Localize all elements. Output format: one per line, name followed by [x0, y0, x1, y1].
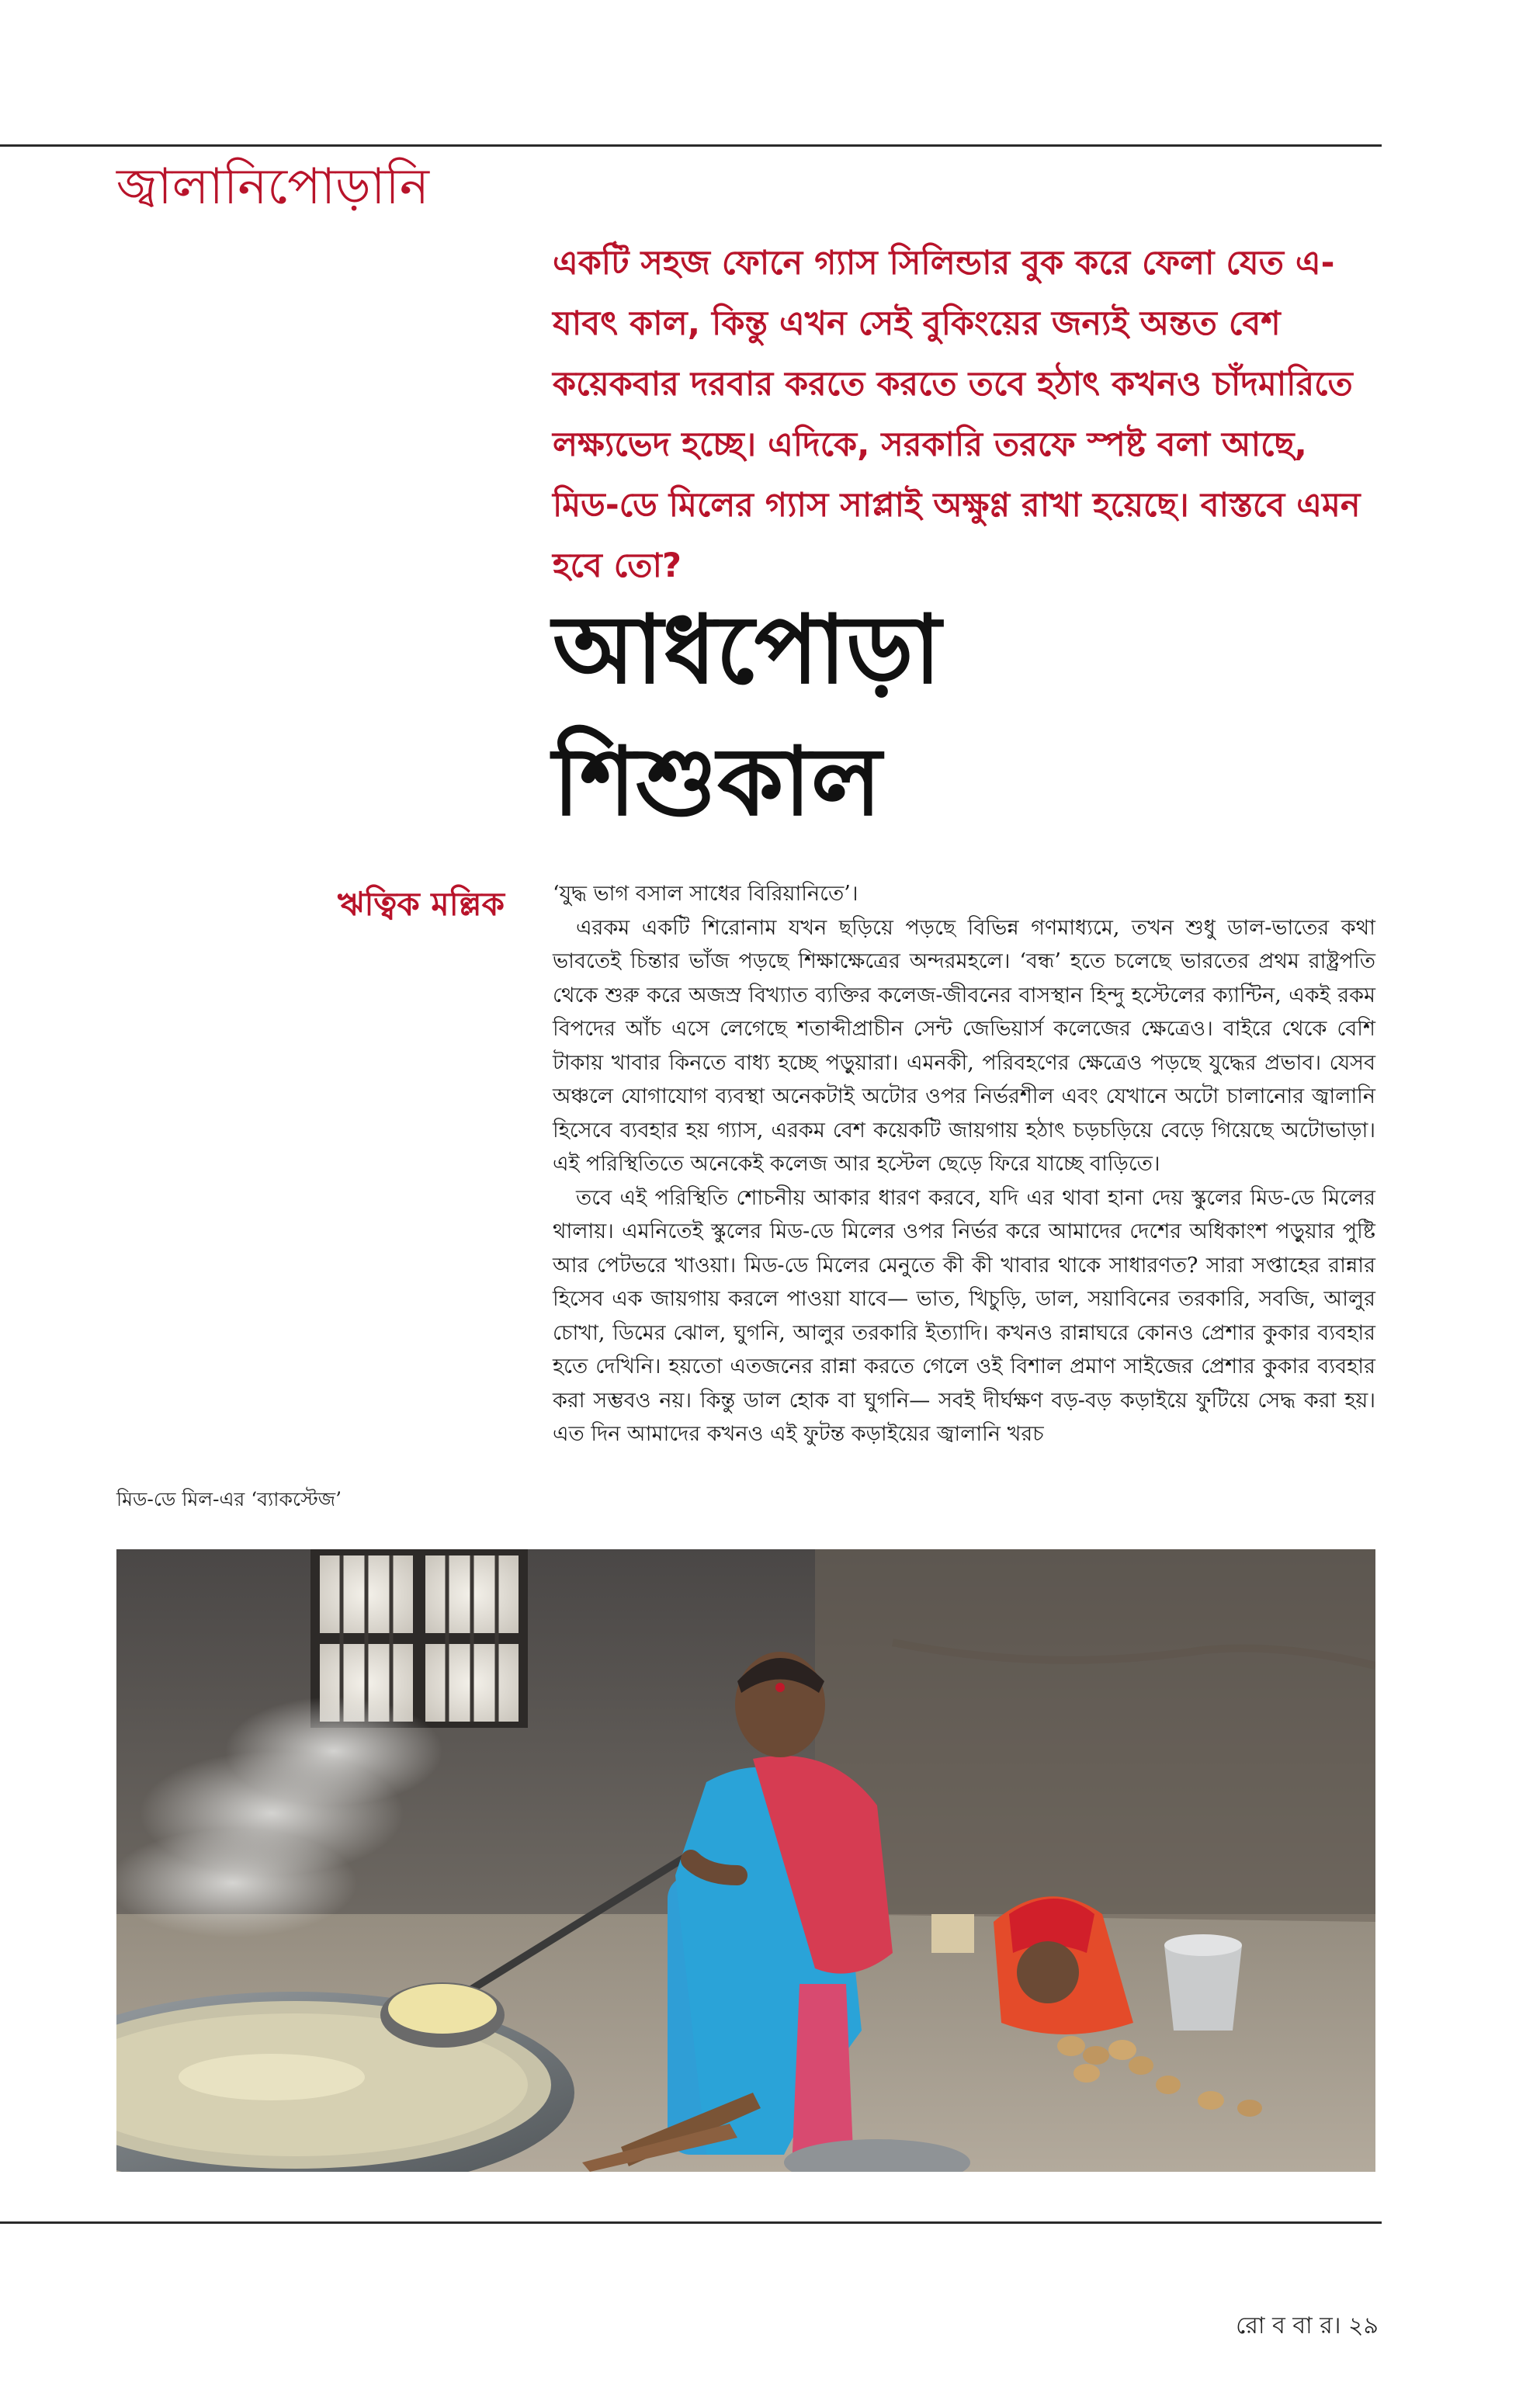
- page-footer: রো ব বা র। ২৯: [1236, 2312, 1379, 2339]
- headline-line-2: শিশুকাল: [553, 727, 882, 837]
- box: [931, 1914, 974, 1953]
- kitchen-photo-illustration: [116, 1549, 1375, 2172]
- section-label: জ্বালানিপোড়ানি: [116, 158, 429, 216]
- article-body: [553, 877, 1375, 1451]
- headline: [553, 584, 1375, 848]
- photo-caption: মিড-ডে মিল-এর ‘ব্যাকস্টেজ’: [116, 1488, 342, 1510]
- body-paragraph-2: এরকম একটি শিরোনাম যখন ছড়িয়ে পড়ছে বিভিন্ন গণমাধ্যমে, তখন শুধু ডাল-ভাতের কথা ভাবতেই চিন্তার ভাঁজ পড়ছে শিক্ষাক্ষেত্রের অন্দরমহলে। ‘বন্ধ’ হতে চলেছে ভারতের প্রথম রাষ্ট্রপতি থেকে শুরু করে অজস্র বিখ্যাত ব্যক্তির কলেজ-জীবনের বাসস্থান হিন্দু হস্টেলের ক্যান্টিন, একই রকম বিপদের আঁচ এসে লেগেছে শতাব্দীপ্রাচীন সেন্ট জেভিয়ার্স কলেজের ক্ষেত্রেও। বাইরে থেকে বেশি টাকায় খাবার কিনতে বাধ্য হচ্ছে পড়ুয়ারা। এমনকী, পরিবহণের ক্ষেত্রেও পড়ছে যুদ্ধের প্রভাব। যেসব অঞ্চলে যোগাযোগ ব্যবস্থা অনেকটাই অটোর ওপর নির্ভরশীল এবং যেখানে অটো চালানোর জ্বালানি হিসেবে ব্যবহার হয় গ্যাস, এরকম বেশ কয়েকটি জায়গায় হঠাৎ চড়চড়িয়ে বেড়ে গিয়েছে অটোভাড়া। এই পরিস্থিতিতে অনেকেই কলেজ আর হস্টেল ছেড়ে ফিরে যাচ্ছে বাড়িতে।: [553, 915, 1375, 1176]
- headline-line-1: আধপোড়া: [553, 595, 942, 705]
- bucket: [1164, 1934, 1242, 2031]
- byline: ঋত্বিক মল্লিক: [337, 885, 505, 923]
- top-rule: [0, 144, 1382, 147]
- body-paragraph-3: তবে এই পরিস্থিতি শোচনীয় আকার ধারণ করবে, যদি এর থাবা হানা দেয় স্কুলের মিড-ডে মিলের থালায়। এমনিতেই স্কুলের মিড-ডে মিলের ওপর নির্ভর করে আমাদের দেশের অধিকাংশ পড়ুয়ার পুষ্টি আর পেটভরে খাওয়া। মিড-ডে মিলের মেনুতে কী কী খাবার থাকে সাধারণত? সারা সপ্তাহের রান্নার হিসেব এক জায়গায় করলে পাওয়া যাবে— ভাত, খিচুড়ি, ডাল, সয়াবিনের তরকারি, সবজি, আলুর চোখা, ডিমের ঝোল, ঘুগনি, আলুর তরকারি ইত্যাদি। কখনও রান্নাঘরে কোনও প্রেশার কুকার ব্যবহার হতে দেখিনি। হয়তো এতজনের রান্না করতে গেলে ওই বিশাল প্রমাণ সাইজের প্রেশার কুকার ব্যবহার করা সম্ভবও নয়। কিন্তু ডাল হোক বা ঘুগনি— সবই দীর্ঘক্ষণ বড়-বড় কড়াইয়ে ফুটিয়ে সেদ্ধ করা হয়। এত দিন আমাদের কখনও এই ফুটন্ত কড়াইয়ের জ্বালানি খরচ: [553, 1185, 1375, 1446]
- standfirst: একটি সহজ ফোনে গ্যাস সিলিন্ডার বুক করে ফেলা যেত এ-যাবৎ কাল, কিন্তু এখন সেই বুকিংয়ের জন্যই অন্তত বেশ কয়েকবার দরবার করতে করতে তবে হঠাৎ কখনও চাঁদমারিতে লক্ষ্যভেদ হচ্ছে। এদিকে, সরকারি তরফে স্পষ্ট বলা আছে, মিড-ডে মিলের গ্যাস সাপ্লাই অক্ষুণ্ণ রাখা হয়েছে। বাস্তবে এমন হবে তো?: [553, 244, 1361, 585]
- bottom-rule: [0, 2221, 1382, 2224]
- article-photo: [116, 1549, 1375, 2172]
- body-paragraph-1: ‘যুদ্ধ ভাগ বসাল সাধের বিরিয়ানিতে’।: [553, 882, 858, 906]
